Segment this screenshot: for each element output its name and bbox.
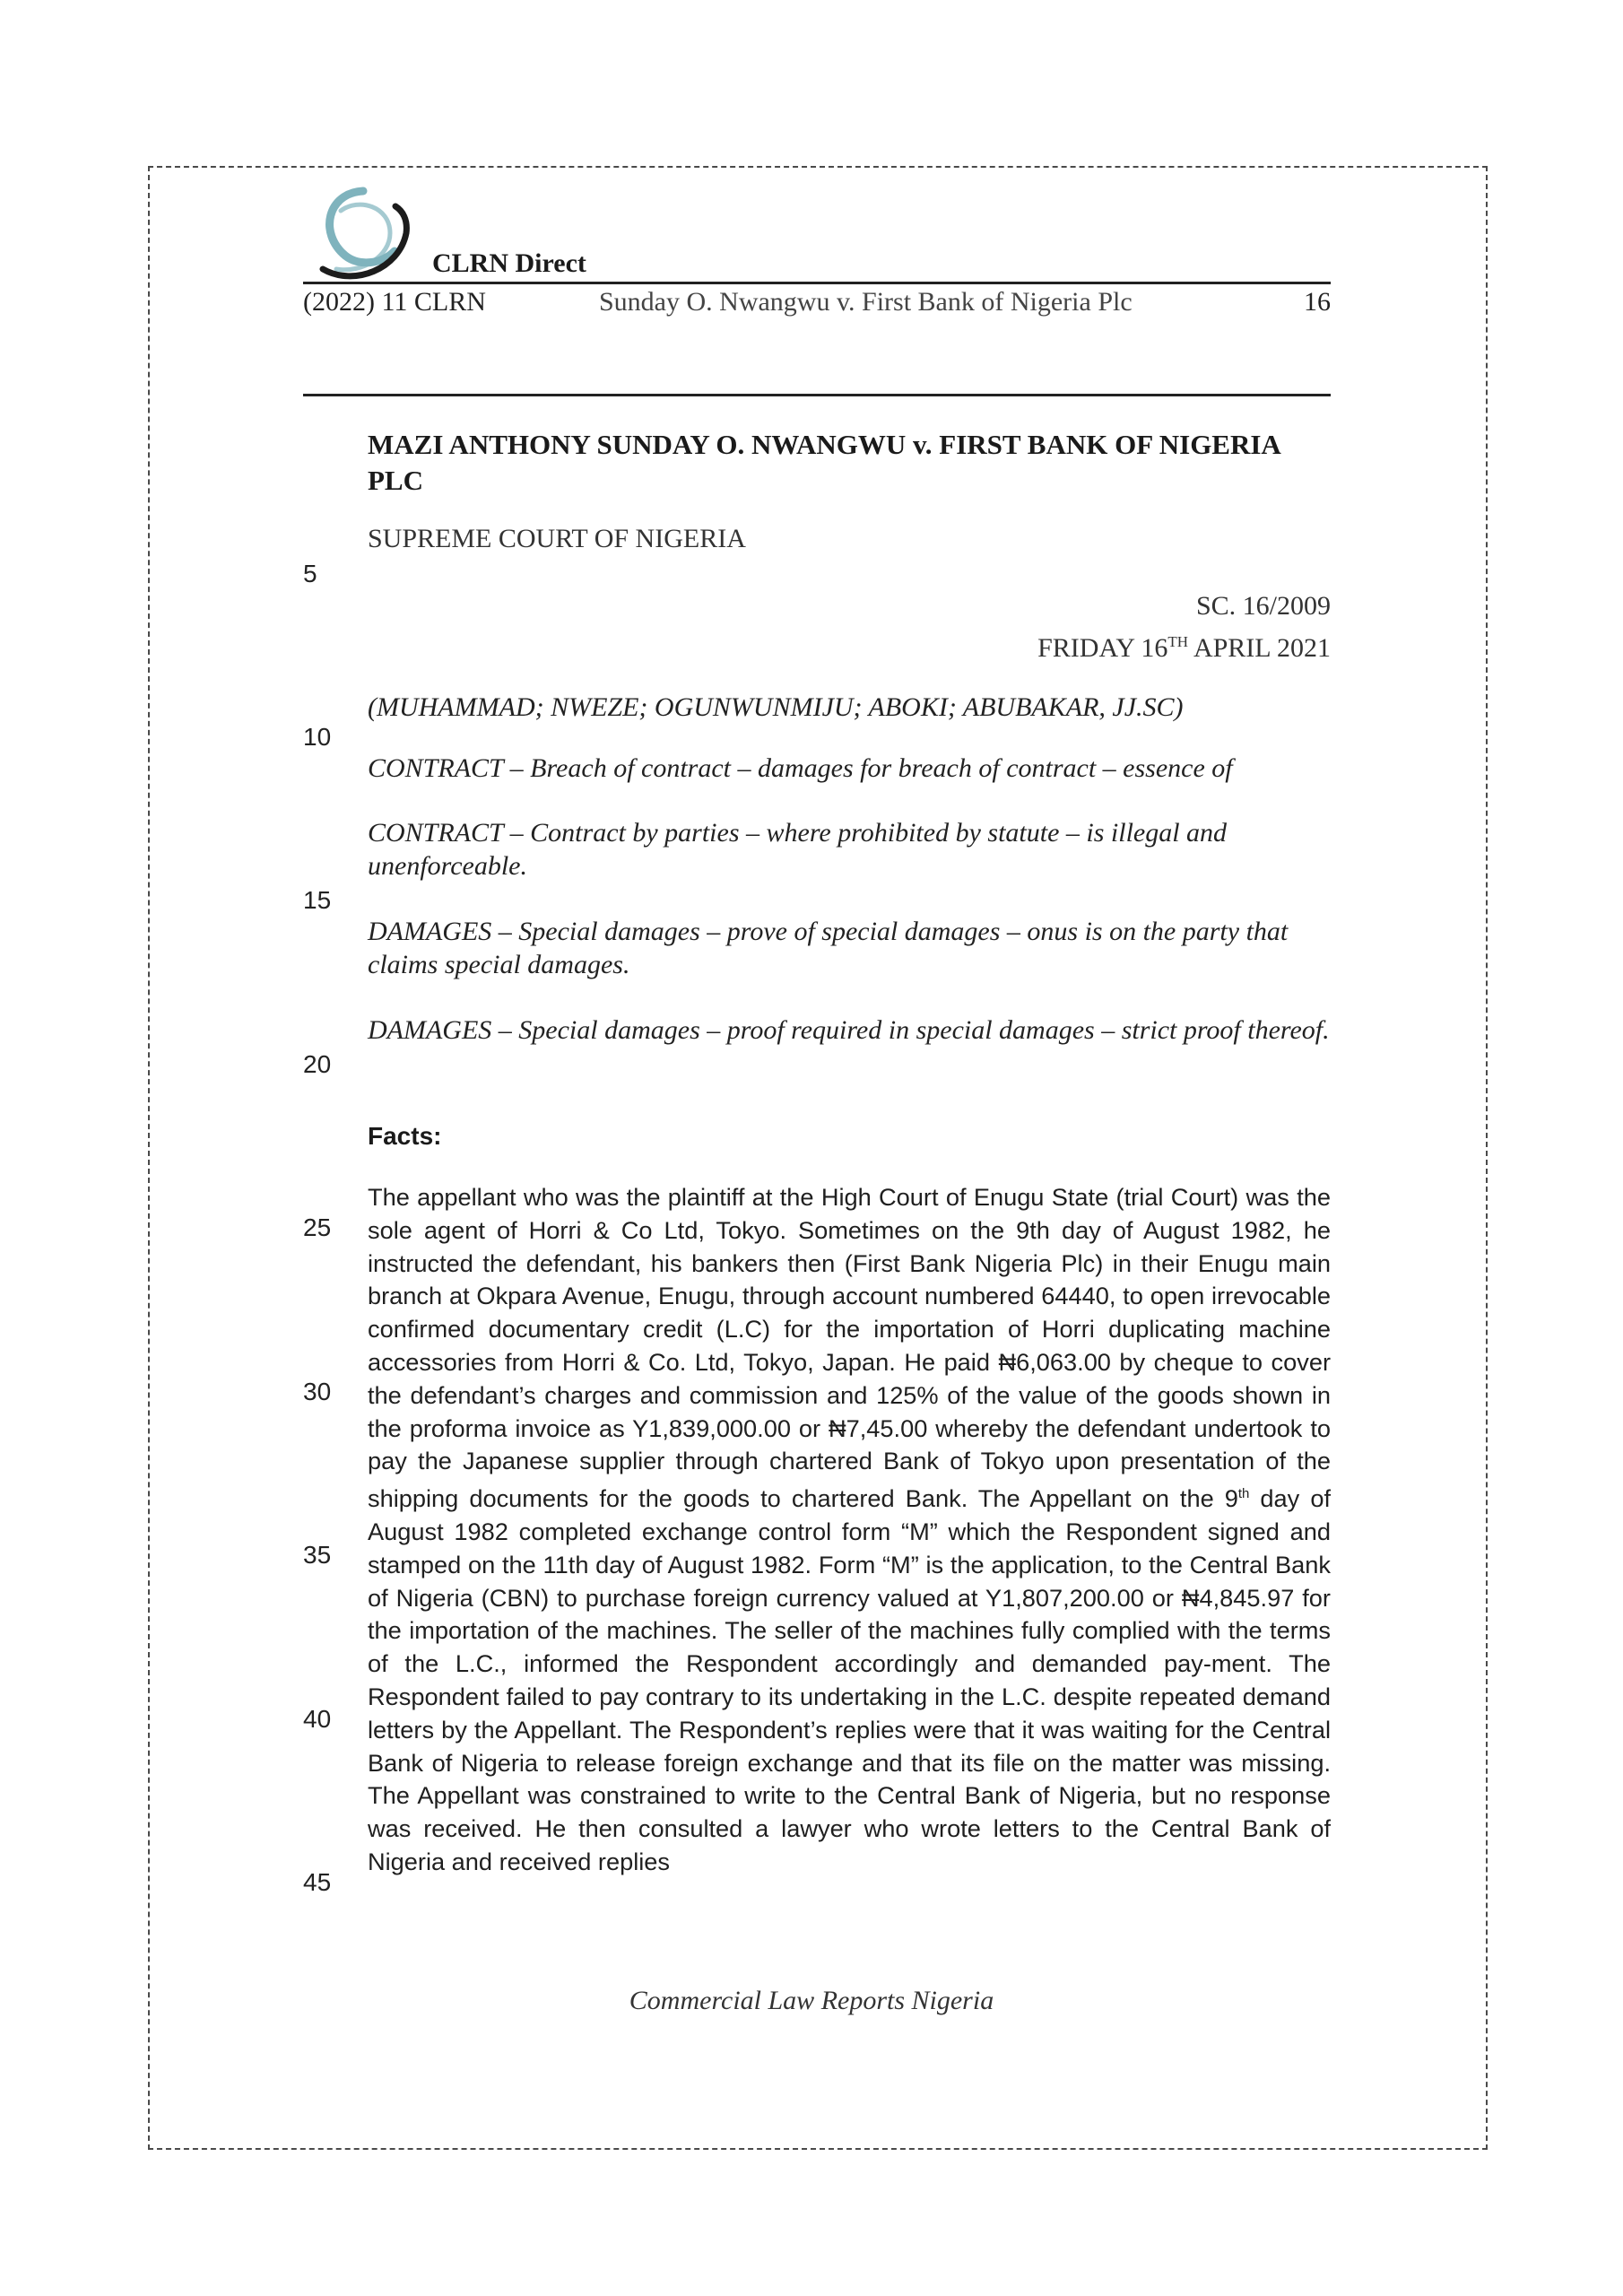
catchword: CONTRACT – Breach of contract – damages for breach of contract – essence of bbox=[368, 753, 1233, 783]
justices: (MUHAMMAD; NWEZE; OGUNWUNMIJU; ABOKI; ABUBAKAR, JJ.SC) bbox=[368, 692, 1184, 722]
line-number: 35 bbox=[303, 1541, 332, 1569]
page-number: 16 bbox=[1304, 287, 1331, 317]
catchword: DAMAGES – Special damages – prove of special damages – onus is on the party that claims special damages. bbox=[368, 917, 1289, 979]
facts-text-cont: day of August 1982 completed exchange control form “M” which the Respondent signed and stamped on the 11th day of August 1982. Form “M” is the application, to the Central Bank of Nigeria (CBN) to purchase foreign currency valued at Y1,807,200.00 or ₦4,845.97 for the importation of the machines. The seller of the machines fully complied with the terms of the L.C., informed the Respondent accordingly and demanded pay-ment. The Respondent failed to pay contrary to its undertaking in the L.C. despite repeated demand letters by the Appellant. The Respondent’s replies were that it was waiting for the Central Bank of Nigeria to release foreign exchange and that its file on the matter was missing. The Appellant was constrained to write to the Central Bank of Nigeria, but no response was received. He then consulted a lawyer who wrote letters to the Central Bank of Nigeria and received replies bbox=[368, 1484, 1331, 1875]
date-text: FRIDAY 16 bbox=[1037, 633, 1168, 663]
line-number: 20 bbox=[303, 1050, 332, 1078]
suit-number: SC. 16/2009 bbox=[1195, 591, 1331, 621]
date-ordinal: TH bbox=[1167, 633, 1189, 650]
running-head bbox=[303, 287, 1331, 326]
title-rule bbox=[303, 394, 1331, 396]
line-number: 5 bbox=[303, 560, 317, 587]
running-title: Sunday O. Nwangwu v. First Bank of Nigeria Plc bbox=[599, 287, 1133, 317]
case-title: MAZI ANTHONY SUNDAY O. NWANGWU v. FIRST BANK OF NIGERIA PLC bbox=[368, 429, 1280, 496]
footer: Commercial Law Reports Nigeria bbox=[629, 1986, 994, 2015]
header-rule bbox=[303, 282, 1331, 284]
line-number: 10 bbox=[303, 723, 332, 751]
facts-text: The appellant who was the plaintiff at the High Court of Enugu State (trial Court) was the sole agent of Horri & Co Ltd, Tokyo. Sometimes on the 9th day of August 1982, he instructed the defendant, his bankers then (First Bank Nigeria Plc) in their Enugu main branch at Okpara Avenue, Enugu, through account numbered 64440, to open irrevocable confirmed documentary credit (L.C) for the importation of Horri duplicating machine accessories from Horri & Co. Ltd, Tokyo, Japan. He paid ₦6,063.00 by cheque to cover the defendant’s charges and commission and 125% of the value of the goods shown in the proforma invoice as Y1,839,000.00 or ₦7,45.00 whereby the defendant undertook to pay the Japanese supplier through chartered Bank of Tokyo upon presentation of the shipping documents for the goods to chartered Bank. The Appellant on the 9 bbox=[368, 1183, 1331, 1513]
facts-ordinal: th bbox=[1237, 1486, 1250, 1502]
line-number: 15 bbox=[303, 886, 332, 914]
judgment-date bbox=[1037, 624, 1331, 666]
clrn-logo-icon bbox=[309, 184, 417, 287]
date-text-end: APRIL 2021 bbox=[1188, 633, 1331, 663]
line-number: 45 bbox=[303, 1868, 332, 1896]
court-name: SUPREME COURT OF NIGERIA bbox=[368, 524, 746, 553]
line-number: 25 bbox=[303, 1213, 332, 1241]
line-number: 30 bbox=[303, 1378, 332, 1405]
case-reference bbox=[1037, 588, 1331, 666]
facts-paragraph bbox=[368, 1181, 1331, 1879]
line-number: 40 bbox=[303, 1705, 332, 1733]
report-citation: (2022) 11 CLRN bbox=[303, 287, 486, 317]
catchword: CONTRACT – Contract by parties – where prohibited by statute – is illegal and unenforceable. bbox=[368, 818, 1228, 881]
facts-heading: Facts: bbox=[368, 1122, 442, 1150]
catchword: DAMAGES – Special damages – proof required in special damages – strict proof thereof. bbox=[368, 1015, 1330, 1045]
brand-name: CLRN Direct bbox=[432, 248, 586, 278]
